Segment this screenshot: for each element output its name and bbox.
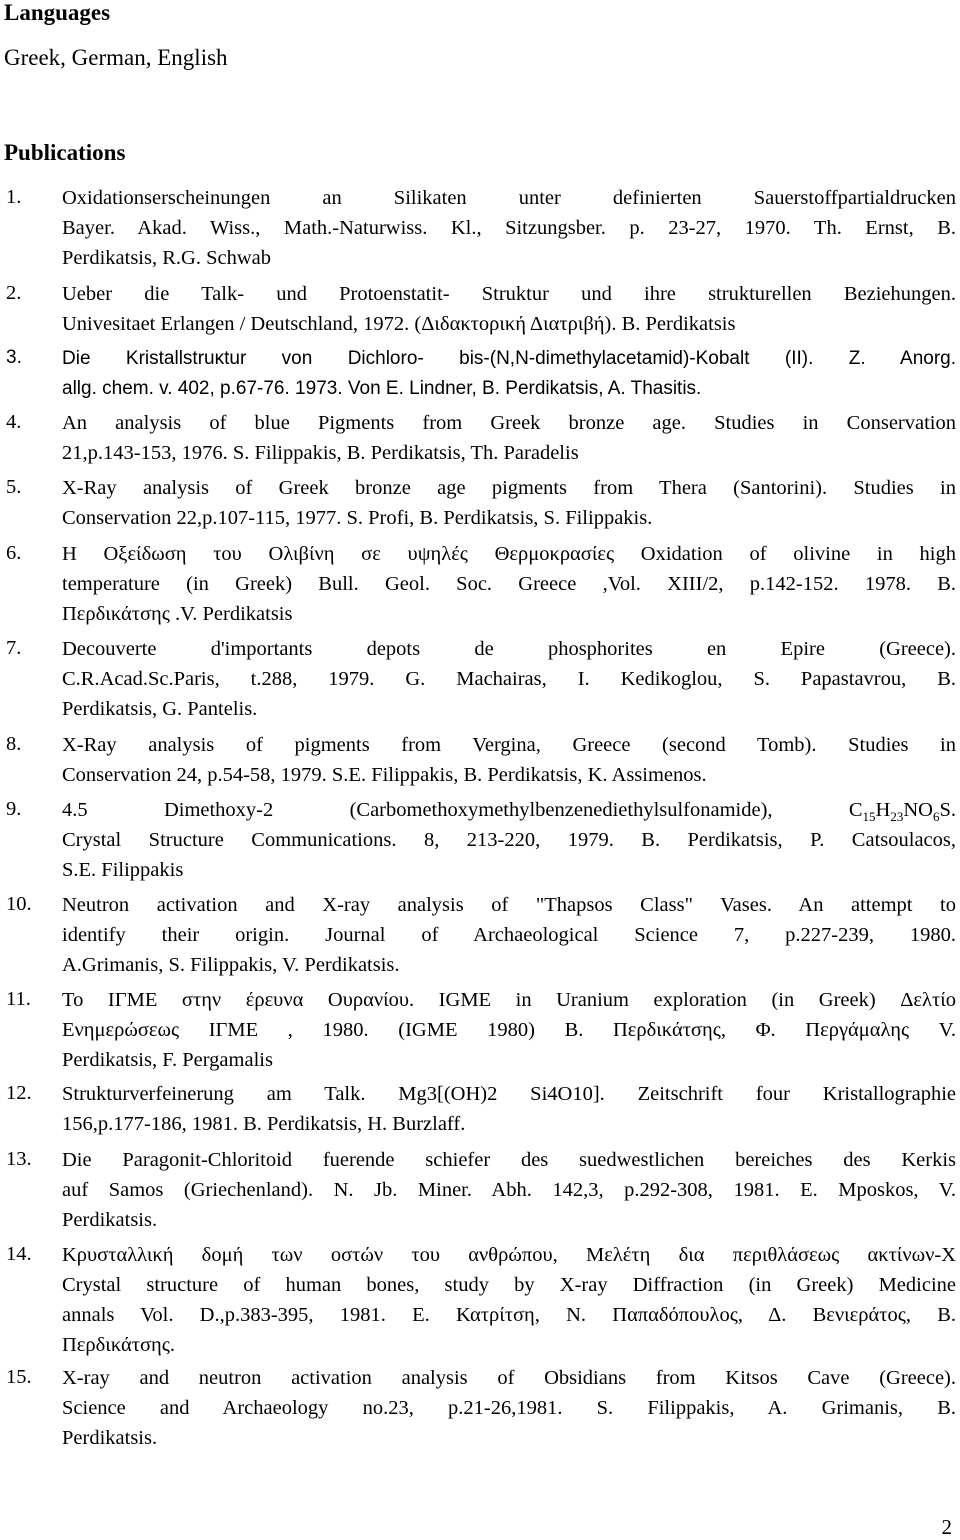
publication-line: Science and Archaeology no.23, p.21-26,1981. S. Filippakis, A. Grimanis, B. bbox=[62, 1397, 956, 1419]
publication-number: 10. bbox=[6, 893, 32, 915]
publication-line: Η Οξείδωση του Ολιβίνη σε υψηλές Θερμοκρασίες Oxidation of olivine in high bbox=[62, 543, 956, 565]
publication-line: identify their origin. Journal of Archaeological Science 7, p.227-239, 1980. bbox=[62, 924, 956, 946]
publication-line: Univesitaet Erlangen / Deutschland, 1972. (Διδακτορική Διατριβή). B. Perdikatsis bbox=[62, 313, 736, 335]
publication-line: A.Grimanis, S. Filippakis, V. Perdikatsis. bbox=[62, 954, 400, 976]
publication-line: Περδικάτσης. bbox=[62, 1334, 175, 1356]
publication-line: Conservation 22,p.107-115, 1977. S. Profi, B. Perdikatsis, S. Filippakis. bbox=[62, 507, 653, 529]
publication-line: Decouverte d'importants depots de phosphorites en Epire (Greece). bbox=[62, 638, 956, 660]
publication-line: Perdikatsis. bbox=[62, 1209, 158, 1231]
publication-line: Perdikatsis, R.G. Schwab bbox=[62, 247, 271, 269]
formula-part: H bbox=[875, 799, 891, 821]
publication-number: 12. bbox=[6, 1082, 32, 1104]
publication-number: 6. bbox=[6, 542, 22, 564]
publication-line: C.R.Acad.Sc.Paris, t.288, 1979. G. Machairas, I. Kedikoglou, S. Papastavrou, B. bbox=[62, 668, 956, 690]
formula-part: NO bbox=[903, 799, 933, 821]
publication-line: temperature (in Greek) Bull. Geol. Soc. Greece ,Vol. XIII/2, p.142-152. 1978. B. bbox=[62, 573, 956, 595]
publication-line: Perdikatsis. bbox=[62, 1427, 158, 1449]
publication-line: Perdikatsis, G. Pantelis. bbox=[62, 698, 258, 720]
publication-number: 15. bbox=[6, 1366, 32, 1388]
publication-line: Conservation 24, p.54-58, 1979. S.E. Filippakis, B. Perdikatsis, K. Assimenos. bbox=[62, 764, 707, 786]
publication-line: Crystal structure of human bones, study by X-ray Diffraction (in Greek) Medicine bbox=[62, 1274, 956, 1296]
publication-line: auf Samos (Griechenland). N. Jb. Miner. Abh. 142,3, p.292-308, 1981. E. Mposkos, V. bbox=[62, 1179, 956, 1201]
publication-number: 7. bbox=[6, 637, 22, 659]
publication-number: 9. bbox=[6, 798, 22, 820]
formula-suffix: S. bbox=[939, 799, 956, 821]
publication-line: X-ray and neutron activation analysis of Obsidians from Kitsos Cave (Greece). bbox=[62, 1367, 956, 1389]
publication-line: annals Vol. D.,p.383-395, 1981. Ε. Κατρίτση, Ν. Παπαδόπουλος, Δ. Βενιεράτος, Β. bbox=[62, 1304, 956, 1326]
publication-line: Perdikatsis, F. Pergamalis bbox=[62, 1049, 273, 1071]
publication-line: Strukturverfeinerung am Talk. Mg3[(OH)2 Si4O10]. Zeitschrift four Kristallographie bbox=[62, 1083, 956, 1105]
publication-line: 21,p.143-153, 1976. S. Filippakis, B. Perdikatsis, Th. Paradelis bbox=[62, 442, 579, 464]
publication-line: Die Paragonit-Chloritoid fuerende schiefer des suedwestlichen bereiches des Kerkis bbox=[62, 1149, 956, 1171]
publication-number: 5. bbox=[6, 476, 22, 498]
publication-line: Το ΙΓΜΕ στην έρευνα Ουρανίου. IGME in Uranium exploration (in Greek) Δελτίο bbox=[62, 989, 956, 1011]
publication-line: Ueber die Talk- und Protoenstatit- Struktur und ihre strukturellen Beziehungen. bbox=[62, 283, 956, 305]
formula-prefix: 4.5 Dimethoxy-2 (Carbomethoxymethylbenzenediethylsulfonamide), C bbox=[62, 799, 863, 821]
publication-line: Περδικάτσης .V. Perdikatsis bbox=[62, 603, 293, 625]
publication-line: allg. chem. v. 402, p.67-76. 1973. Von E. Lindner, B. Perdikatsis, A. Thasitis. bbox=[62, 378, 702, 399]
publication-line: Κρυσταλλική δομή των οστών του ανθρώπου, Μελέτη δια περιθλάσεως ακτίνων-Χ bbox=[62, 1244, 956, 1266]
publication-number: 2. bbox=[6, 282, 22, 304]
formula-subscript: 15 bbox=[862, 809, 876, 825]
publication-number: 3. bbox=[6, 347, 22, 368]
publication-number: 1. bbox=[6, 186, 22, 208]
publication-formula-line bbox=[62, 798, 956, 829]
languages-heading: Languages bbox=[4, 0, 111, 25]
publication-line: Oxidationserscheinungen an Silikaten unter definierten Sauerstoffpartialdrucken bbox=[62, 187, 956, 209]
publication-line: Crystal Structure Communications. 8, 213-220, 1979. B. Perdikatsis, P. Catsoulacos, bbox=[62, 829, 956, 851]
publication-line: Bayer. Akad. Wiss., Math.-Naturwiss. Kl., Sitzungsber. p. 23-27, 1970. Th. Ernst, B. bbox=[62, 217, 956, 239]
publication-line: Ενημερώσεως ΙΓΜΕ , 1980. (IGME 1980) B. Περδικάτσης, Φ. Περγάμαλης V. bbox=[62, 1019, 956, 1041]
page-number: 2 bbox=[941, 1515, 952, 1539]
publication-number: 4. bbox=[6, 411, 22, 433]
publication-line: Neutron activation and X-ray analysis of "Thapsos Class" Vases. An attempt to bbox=[62, 894, 956, 916]
formula-subscript: 6 bbox=[932, 809, 940, 825]
formula-subscript: 23 bbox=[890, 809, 904, 825]
publication-number: 14. bbox=[6, 1243, 32, 1265]
publication-line: 156,p.177-186, 1981. B. Perdikatsis, H. Burzlaff. bbox=[62, 1113, 466, 1135]
publication-number: 8. bbox=[6, 733, 22, 755]
publication-line: An analysis of blue Pigments from Greek bronze age. Studies in Conservation bbox=[62, 412, 956, 434]
publication-number: 13. bbox=[6, 1148, 32, 1170]
publications-heading: Publications bbox=[4, 140, 126, 165]
languages-text: Greek, German, English bbox=[4, 45, 228, 70]
publication-line: S.E. Filippakis bbox=[62, 859, 184, 881]
publication-line: Die Kristallstruκtur von Dichloro- bis-(N,N-dimethylacetamid)-Kobalt (II). Z. Anorg. bbox=[62, 348, 956, 369]
publication-line: X-Ray analysis of pigments from Vergina, Greece (second Tomb). Studies in bbox=[62, 734, 956, 756]
publication-number: 11. bbox=[6, 988, 31, 1010]
publication-line: X-Ray analysis of Greek bronze age pigments from Thera (Santorini). Studies in bbox=[62, 477, 956, 499]
